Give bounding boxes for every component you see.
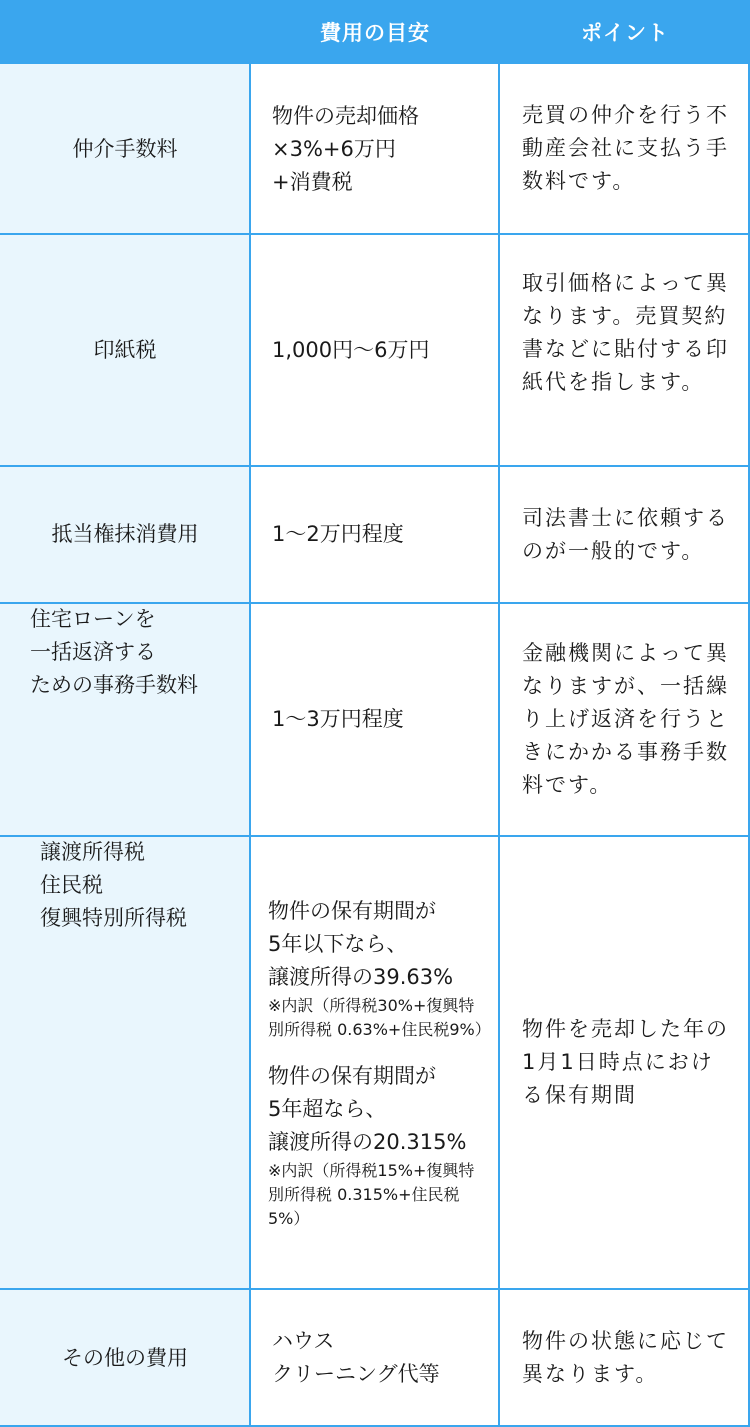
row-label-stamp-tax — [0, 234, 250, 466]
value-note: ※内訳（所得税30%+復興特別所得税 0.63%+住民税9%） — [268, 995, 491, 1039]
row-label-text: 抵当権抹消費用 — [51, 522, 199, 546]
value-line: 物件の保有期間が — [268, 1063, 436, 1088]
value-block — [268, 1060, 490, 1231]
row-point-transfer-tax — [500, 836, 750, 1289]
column-divider — [498, 0, 500, 1427]
row-value-other — [250, 1289, 500, 1427]
row-divider — [0, 602, 750, 604]
value-line: 5年超なら、 — [268, 1096, 387, 1121]
row-label-loan-fee — [0, 603, 250, 836]
row-label-text: 一括返済する — [30, 640, 156, 664]
value-line: 1〜3万円程度 — [272, 707, 404, 731]
row-point-mortgage-cancel — [500, 466, 750, 603]
value-line: 譲渡所得の39.63% — [268, 964, 454, 989]
point-text: 物件を売却した年の1月1日時点における保有期間 — [522, 1017, 729, 1107]
row-value-brokerage — [250, 64, 500, 234]
row-label-text: 印紙税 — [93, 337, 157, 362]
row-point-brokerage — [500, 64, 750, 234]
row-point-stamp-tax — [500, 234, 750, 466]
row-value-mortgage-cancel — [250, 466, 500, 603]
row-label-brokerage — [0, 64, 250, 234]
row-divider — [0, 1288, 750, 1290]
row-label-other — [0, 1289, 250, 1427]
value-line: 譲渡所得の20.315% — [268, 1129, 467, 1154]
value-note: ※内訳（所得税15%+復興特別所得税 0.315%+住民税5%） — [268, 1160, 475, 1228]
row-label-text: ための事務手数料 — [30, 673, 198, 697]
value-line: 物件の売却価格 — [272, 103, 419, 128]
value-line: +消費税 — [272, 169, 353, 194]
row-value-transfer-tax — [250, 836, 500, 1289]
point-text: 司法書士に依頼するのが一般的です。 — [522, 506, 729, 563]
column-divider — [249, 0, 251, 1427]
row-value-stamp-tax — [250, 234, 500, 466]
row-divider — [0, 835, 750, 837]
point-text: 金融機関によって異なりますが、一括繰り上げ返済を行うときにかかる事務手数料です。 — [522, 641, 729, 797]
row-label-text: 住宅ローンを — [30, 607, 156, 631]
header-corner — [0, 0, 250, 64]
row-label-mortgage-cancel — [0, 466, 250, 603]
value-line: 1〜2万円程度 — [272, 522, 404, 546]
row-label-text: その他の費用 — [62, 1345, 188, 1370]
value-line: 1,000円〜6万円 — [272, 337, 430, 362]
header-estimate: 費用の目安 — [250, 0, 500, 64]
point-text: 物件の状態に応じて異なります。 — [522, 1329, 729, 1386]
row-value-loan-fee — [250, 603, 500, 836]
row-point-other — [500, 1289, 750, 1427]
value-line: ×3%+6万円 — [272, 136, 396, 161]
row-label-text: 復興特別所得税 — [40, 906, 187, 930]
value-line: 物件の保有期間が — [268, 898, 436, 923]
value-line: クリーニング代等 — [272, 1362, 440, 1386]
row-divider — [0, 233, 750, 235]
row-label-text: 住民税 — [40, 873, 103, 897]
value-block — [268, 895, 490, 1042]
row-label-text: 仲介手数料 — [72, 136, 178, 161]
value-line: ハウス — [272, 1329, 335, 1353]
header-point: ポイント — [500, 0, 750, 64]
point-text: 取引価格によって異なります。売買契約書などに貼付する印紙代を指します。 — [522, 271, 729, 394]
row-divider — [0, 465, 750, 467]
row-point-loan-fee — [500, 603, 750, 836]
value-line: 5年以下なら、 — [268, 931, 408, 956]
row-label-text: 譲渡所得税 — [40, 840, 145, 864]
point-text: 売買の仲介を行う不動産会社に支払う手数料です。 — [522, 103, 729, 193]
row-label-transfer-tax — [0, 836, 250, 1289]
